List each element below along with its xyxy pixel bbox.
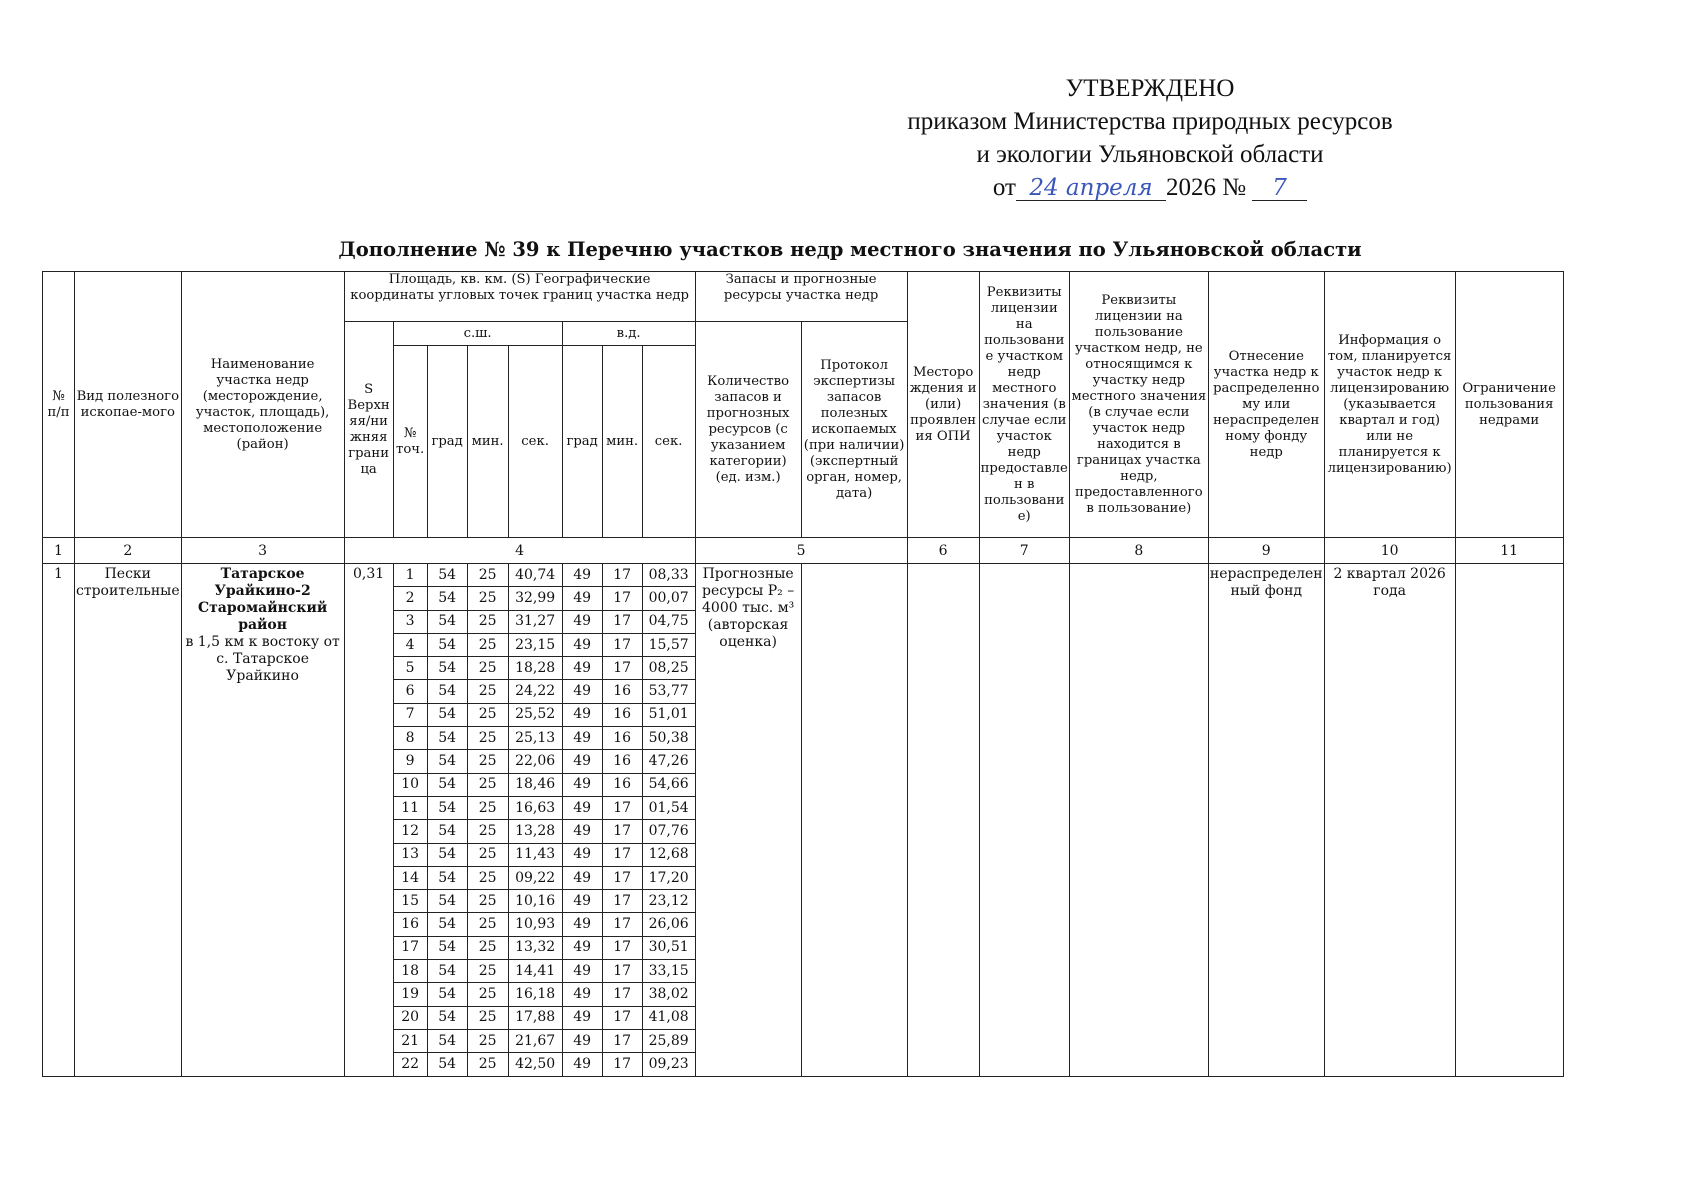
lon-minutes-cell: 17	[602, 610, 642, 633]
column-number-9: 9	[1208, 538, 1324, 564]
lat-seconds-cell: 16,63	[508, 796, 562, 819]
lat-minutes-cell: 25	[467, 843, 508, 866]
lon-degrees-cell: 49	[562, 610, 602, 633]
point-number-cell: 15	[393, 890, 427, 913]
header-latitude: с.ш.	[393, 322, 562, 346]
lon-seconds-cell: 53,77	[642, 680, 695, 703]
table-row	[43, 564, 1564, 587]
lat-minutes-cell: 25	[467, 727, 508, 750]
lon-seconds-cell: 51,01	[642, 703, 695, 726]
lon-minutes-cell: 17	[602, 890, 642, 913]
lat-degrees-cell: 54	[427, 773, 467, 796]
lon-seconds-cell: 07,76	[642, 820, 695, 843]
lon-minutes-cell: 17	[602, 936, 642, 959]
license-local-cell	[979, 564, 1069, 1077]
header-longitude: в.д.	[562, 322, 695, 346]
approval-ministry-line: и экологии Ульяновской области	[976, 141, 1324, 168]
column-number-3: 3	[181, 538, 344, 564]
lon-degrees-cell: 49	[562, 983, 602, 1006]
point-number-cell: 5	[393, 657, 427, 680]
lon-seconds-cell: 50,38	[642, 727, 695, 750]
lon-seconds-cell: 12,68	[642, 843, 695, 866]
lat-minutes-cell: 25	[467, 936, 508, 959]
approval-block	[840, 72, 1460, 204]
year-and-number-label: 2026 №	[1166, 174, 1247, 201]
lat-minutes-cell: 25	[467, 564, 508, 587]
point-number-cell: 7	[393, 703, 427, 726]
lon-degrees-cell: 49	[562, 680, 602, 703]
lon-degrees-cell: 49	[562, 796, 602, 819]
lat-degrees-cell: 54	[427, 843, 467, 866]
lon-minutes-cell: 17	[602, 587, 642, 610]
lon-degrees-cell: 49	[562, 1053, 602, 1076]
mineral-cell: Пески строительные	[75, 564, 182, 1077]
lon-seconds-cell: 17,20	[642, 866, 695, 889]
lat-seconds-cell: 40,74	[508, 564, 562, 587]
lat-minutes-cell: 25	[467, 773, 508, 796]
lon-minutes-cell: 17	[602, 843, 642, 866]
lon-seconds-cell: 04,75	[642, 610, 695, 633]
lon-degrees-cell: 49	[562, 564, 602, 587]
restriction-cell	[1455, 564, 1563, 1077]
lat-minutes-cell: 25	[467, 1053, 508, 1076]
column-number-7: 7	[979, 538, 1069, 564]
header-mineral: Вид полезного ископае-мого	[75, 272, 182, 538]
lat-degrees-cell: 54	[427, 913, 467, 936]
lat-minutes-cell: 25	[467, 587, 508, 610]
lat-minutes-cell: 25	[467, 657, 508, 680]
header-lat-seconds: сек.	[508, 346, 562, 538]
lat-degrees-cell: 54	[427, 680, 467, 703]
lon-seconds-cell: 09,23	[642, 1053, 695, 1076]
lon-seconds-cell: 54,66	[642, 773, 695, 796]
lat-seconds-cell: 25,13	[508, 727, 562, 750]
header-restriction: Ограничение пользования недрами	[1455, 272, 1563, 538]
fund-cell: нераспределен ный фонд	[1208, 564, 1324, 1077]
lat-seconds-cell: 18,28	[508, 657, 562, 680]
header-point-number: № точ.	[393, 346, 427, 538]
lat-degrees-cell: 54	[427, 587, 467, 610]
lon-degrees-cell: 49	[562, 890, 602, 913]
lon-degrees-cell: 49	[562, 820, 602, 843]
point-number-cell: 2	[393, 587, 427, 610]
lat-minutes-cell: 25	[467, 703, 508, 726]
lon-seconds-cell: 47,26	[642, 750, 695, 773]
lat-degrees-cell: 54	[427, 610, 467, 633]
licensing-plan-cell: 2 квартал 2026 года	[1324, 564, 1455, 1077]
lon-degrees-cell: 49	[562, 843, 602, 866]
header-lat-minutes: мин.	[467, 346, 508, 538]
plot-name: Татарское Урайкино-2 Старомайнский район	[197, 566, 328, 633]
header-num: № п/п	[43, 272, 75, 538]
lon-degrees-cell: 49	[562, 1006, 602, 1029]
lat-minutes-cell: 25	[467, 866, 508, 889]
deposit-cell	[907, 564, 979, 1077]
header-license-other: Реквизиты лицензии на пользование участком недр, не относящимся к участку недр местного значения (в случае если участок недр находится в границах участка недр, предоставленного в пользование)	[1069, 272, 1208, 538]
lon-seconds-cell: 26,06	[642, 913, 695, 936]
lat-seconds-cell: 10,93	[508, 913, 562, 936]
lat-degrees-cell: 54	[427, 657, 467, 680]
document-title: Дополнение № 39 к Перечню участков недр местного значения по Ульяновской области	[338, 238, 1362, 261]
lat-degrees-cell: 54	[427, 796, 467, 819]
header-protocol: Протокол экспертизы запасов полезных ископаемых (при наличии) (экспертный орган, номер, дата)	[801, 322, 907, 538]
point-number-cell: 22	[393, 1053, 427, 1076]
point-number-cell: 14	[393, 866, 427, 889]
lat-degrees-cell: 54	[427, 750, 467, 773]
lat-degrees-cell: 54	[427, 1029, 467, 1052]
lat-degrees-cell: 54	[427, 1053, 467, 1076]
point-number-cell: 8	[393, 727, 427, 750]
lat-seconds-cell: 13,32	[508, 936, 562, 959]
lat-seconds-cell: 13,28	[508, 820, 562, 843]
lat-minutes-cell: 25	[467, 1029, 508, 1052]
point-number-cell: 18	[393, 960, 427, 983]
lat-minutes-cell: 25	[467, 913, 508, 936]
lat-minutes-cell: 25	[467, 633, 508, 656]
lon-degrees-cell: 49	[562, 727, 602, 750]
column-number-2: 2	[75, 538, 182, 564]
approval-heading: УТВЕРЖДЕНО	[1065, 75, 1235, 102]
column-number-1: 1	[43, 538, 75, 564]
point-number-cell: 4	[393, 633, 427, 656]
lon-degrees-cell: 49	[562, 866, 602, 889]
lat-degrees-cell: 54	[427, 703, 467, 726]
lat-seconds-cell: 23,15	[508, 633, 562, 656]
lon-minutes-cell: 16	[602, 727, 642, 750]
lon-minutes-cell: 17	[602, 796, 642, 819]
lon-minutes-cell: 16	[602, 750, 642, 773]
lat-seconds-cell: 42,50	[508, 1053, 562, 1076]
lat-seconds-cell: 16,18	[508, 983, 562, 1006]
lon-seconds-cell: 25,89	[642, 1029, 695, 1052]
subsoil-plots-table	[42, 271, 1564, 1077]
point-number-cell: 6	[393, 680, 427, 703]
point-number-cell: 10	[393, 773, 427, 796]
lon-minutes-cell: 17	[602, 820, 642, 843]
protocol-cell	[801, 564, 907, 1077]
header-lat-degrees: град	[427, 346, 467, 538]
reserves-quantity-cell: Прогнозные ресурсы Р₂ – 4000 тыс. м³ (авторская оценка)	[695, 564, 801, 1077]
lat-seconds-cell: 24,22	[508, 680, 562, 703]
lat-minutes-cell: 25	[467, 983, 508, 1006]
lat-minutes-cell: 25	[467, 680, 508, 703]
lon-seconds-cell: 08,25	[642, 657, 695, 680]
lon-minutes-cell: 17	[602, 960, 642, 983]
lat-degrees-cell: 54	[427, 1006, 467, 1029]
lon-minutes-cell: 17	[602, 866, 642, 889]
lon-minutes-cell: 17	[602, 633, 642, 656]
lat-seconds-cell: 32,99	[508, 587, 562, 610]
column-number-8: 8	[1069, 538, 1208, 564]
lon-minutes-cell: 17	[602, 983, 642, 1006]
point-number-cell: 3	[393, 610, 427, 633]
lat-degrees-cell: 54	[427, 960, 467, 983]
lat-minutes-cell: 25	[467, 750, 508, 773]
column-number-6: 6	[907, 538, 979, 564]
lon-minutes-cell: 16	[602, 773, 642, 796]
lat-degrees-cell: 54	[427, 866, 467, 889]
lat-minutes-cell: 25	[467, 796, 508, 819]
lat-degrees-cell: 54	[427, 633, 467, 656]
point-number-cell: 21	[393, 1029, 427, 1052]
lon-seconds-cell: 00,07	[642, 587, 695, 610]
lat-minutes-cell: 25	[467, 890, 508, 913]
column-number-11: 11	[1455, 538, 1563, 564]
lon-degrees-cell: 49	[562, 657, 602, 680]
header-license-local: Реквизиты лицензии на пользовани е участком недр местного значения (в случае если участок недр предоставле н в пользовани е)	[979, 272, 1069, 538]
handwritten-date: 24 апреля	[1016, 176, 1166, 201]
column-number-5: 5	[695, 538, 907, 564]
column-number-4: 4	[344, 538, 695, 564]
column-number-10: 10	[1324, 538, 1455, 564]
lon-minutes-cell: 17	[602, 913, 642, 936]
lat-minutes-cell: 25	[467, 960, 508, 983]
table-body	[43, 564, 1564, 1077]
approval-order-line: приказом Министерства природных ресурсов	[907, 108, 1393, 135]
lon-seconds-cell: 15,57	[642, 633, 695, 656]
date-prefix: от	[992, 174, 1016, 201]
point-number-cell: 19	[393, 983, 427, 1006]
header-lon-degrees: град	[562, 346, 602, 538]
lon-degrees-cell: 49	[562, 703, 602, 726]
lon-minutes-cell: 17	[602, 657, 642, 680]
lon-degrees-cell: 49	[562, 936, 602, 959]
header-deposit: Месторо ждения и (или) проявлен ия ОПИ	[907, 272, 979, 538]
lon-degrees-cell: 49	[562, 913, 602, 936]
lon-seconds-cell: 08,33	[642, 564, 695, 587]
lat-seconds-cell: 18,46	[508, 773, 562, 796]
lon-seconds-cell: 30,51	[642, 936, 695, 959]
lat-seconds-cell: 25,52	[508, 703, 562, 726]
lat-minutes-cell: 25	[467, 610, 508, 633]
area-cell: 0,31	[344, 564, 393, 1077]
lon-seconds-cell: 23,12	[642, 890, 695, 913]
lat-degrees-cell: 54	[427, 983, 467, 1006]
point-number-cell: 9	[393, 750, 427, 773]
lon-minutes-cell: 17	[602, 1006, 642, 1029]
lat-seconds-cell: 10,16	[508, 890, 562, 913]
license-other-cell	[1069, 564, 1208, 1077]
lat-minutes-cell: 25	[467, 820, 508, 843]
lat-degrees-cell: 54	[427, 727, 467, 750]
header-area-coords: Площадь, кв. км. (S) Географические координаты угловых точек границ участка недр	[344, 272, 695, 322]
row-num-cell: 1	[43, 564, 75, 1077]
lat-degrees-cell: 54	[427, 890, 467, 913]
point-number-cell: 17	[393, 936, 427, 959]
handwritten-number: 7	[1252, 176, 1307, 201]
header-s-bound: S Верхн яя/ни жняя грани ца	[344, 322, 393, 538]
lat-seconds-cell: 14,41	[508, 960, 562, 983]
point-number-cell: 13	[393, 843, 427, 866]
lat-seconds-cell: 22,06	[508, 750, 562, 773]
header-quantity: Количество запасов и прогнозных ресурсов (с указанием категории) (ед. изм.)	[695, 322, 801, 538]
lon-seconds-cell: 01,54	[642, 796, 695, 819]
point-number-cell: 1	[393, 564, 427, 587]
plot-location: в 1,5 км к востоку от с. Татарское Урайкино	[185, 634, 340, 684]
lon-seconds-cell: 41,08	[642, 1006, 695, 1029]
lat-seconds-cell: 11,43	[508, 843, 562, 866]
lon-seconds-cell: 38,02	[642, 983, 695, 1006]
lat-seconds-cell: 17,88	[508, 1006, 562, 1029]
header-fund: Отнесение участка недр к распределенно му или нераспределен ному фонду недр	[1208, 272, 1324, 538]
lat-seconds-cell: 31,27	[508, 610, 562, 633]
lon-degrees-cell: 49	[562, 773, 602, 796]
header-name: Наименование участка недр (месторождение, участок, площадь), местоположение (район)	[181, 272, 344, 538]
lon-degrees-cell: 49	[562, 1029, 602, 1052]
lon-seconds-cell: 33,15	[642, 960, 695, 983]
lat-seconds-cell: 09,22	[508, 866, 562, 889]
lat-degrees-cell: 54	[427, 936, 467, 959]
lon-degrees-cell: 49	[562, 750, 602, 773]
lon-minutes-cell: 17	[602, 564, 642, 587]
lon-degrees-cell: 49	[562, 960, 602, 983]
lat-degrees-cell: 54	[427, 564, 467, 587]
header-lon-minutes: мин.	[602, 346, 642, 538]
point-number-cell: 20	[393, 1006, 427, 1029]
name-cell	[181, 564, 344, 1077]
table-header	[43, 272, 1564, 564]
header-reserves: Запасы и прогнозные ресурсы участка недр	[695, 272, 907, 322]
lon-degrees-cell: 49	[562, 633, 602, 656]
header-lon-seconds: сек.	[642, 346, 695, 538]
lon-minutes-cell: 16	[602, 703, 642, 726]
lon-minutes-cell: 17	[602, 1029, 642, 1052]
point-number-cell: 11	[393, 796, 427, 819]
lat-minutes-cell: 25	[467, 1006, 508, 1029]
header-licensing-plan: Информация о том, планируется участок недр к лицензированию (указывается квартал и год) или не планируется к лицензированию)	[1324, 272, 1455, 538]
lon-minutes-cell: 17	[602, 1053, 642, 1076]
point-number-cell: 16	[393, 913, 427, 936]
lon-degrees-cell: 49	[562, 587, 602, 610]
lat-seconds-cell: 21,67	[508, 1029, 562, 1052]
lat-degrees-cell: 54	[427, 820, 467, 843]
lon-minutes-cell: 16	[602, 680, 642, 703]
point-number-cell: 12	[393, 820, 427, 843]
approval-date-line	[840, 171, 1460, 204]
